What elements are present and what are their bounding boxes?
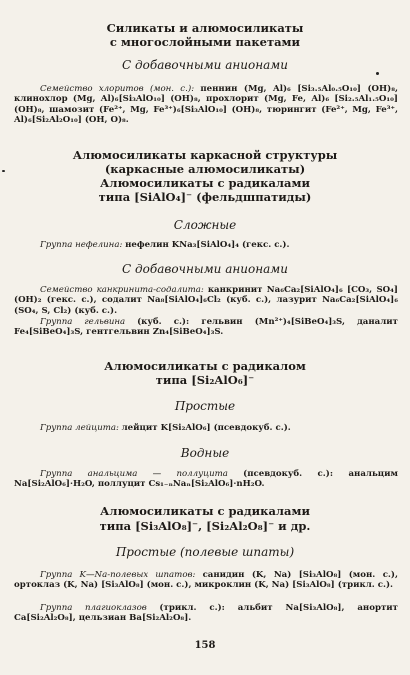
paragraph-cancrinite [14,285,398,316]
mineral-list: лейцит K[Si₂AlO₆] (псевдокуб. с.). [121,423,291,433]
page-speck [376,72,379,75]
section-heading-feldspars: Алюмосиликаты с радикалами [99,504,311,518]
subheading-additional-anions: С добавочными анионами [122,58,288,72]
mineral-list: (трикл. с.): альбит Na[Si₃AlO₈], анортит Ca[Si₂Al₂O₈], цельзиан Ba[Si₂Al₂O₈]. [14,603,398,624]
mineral-list: (куб. с.): гельвин (Mn²⁺)₄[SiBeO₄]₃S, даналит Fe₄[SiBeO₄]₃S, гентгельвин Zn₄[SiBeO₄]₃S. [14,317,398,338]
subheading-additional-anions-2: С добавочными анионами [122,262,288,276]
section-heading-si2alo6-line2: типа [Si₂AlO₆]⁻ [155,373,255,387]
section-heading-si2alo6: Алюмосиликаты с радикалом [104,359,306,373]
mineral-list: канкринит Na₆Ca₂[SiAlO₄]₆ [CO₃, SO₄] (OH)₂ (гекс. с.), содалит Na₈[SiAlO₄]₆Cl₂ (куб. с.), лазурит Na₆Ca₂[SiAlO₄]₆ (SO₄, S, Cl₂) (куб. с.). [14,285,398,316]
subheading-feldspars: Простые (полевые шпаты) [115,545,295,559]
section-heading-layered-line2: с многослойными пакетами [109,35,301,49]
page-number: 158 [194,640,216,651]
paragraph-analcime [14,469,398,490]
group-label: Группа лейцита: [40,423,122,433]
group-label: Группа нефелина: [40,240,126,250]
paragraph-nepheline [14,240,398,250]
mineral-list: нефелин KNa₃[SiAlO₄]₄ (гекс. с.). [125,240,290,250]
group-label: Группа плагиоклазов [40,603,160,613]
section-heading-framework-line4: типа [SiAlO₄]⁻ (фельдшпатиды) [98,190,312,204]
section-heading-layered: Силикаты и алюмосиликаты [106,21,304,35]
mineral-list: (псевдокуб. с.): анальцим Na[Si₂AlO₆]·H₂O, поллуцит Cs₁₋ₙNaₙ[Si₂AlO₆]·nH₂O. [14,469,398,490]
group-label: Группа гельвина [40,317,138,327]
paragraph-plagioclases [14,603,398,624]
group-label: Семейство хлоритов (мон. с.): [40,84,201,94]
group-label: Семейство канкринита-содалита: [40,285,208,295]
paragraph-helvine [14,317,398,338]
section-heading-framework: Алюмосиликаты каркасной структуры [72,148,338,162]
section-heading-framework-line2: (каркасные алюмосиликаты) [104,162,306,176]
subheading-simple: Простые [174,399,236,413]
paragraph-k-na-feldspars [14,570,398,591]
group-label: Группа анальцима — поллуцита [40,469,244,479]
subheading-complex: Сложные [173,218,237,232]
paragraph-chlorites [14,84,398,126]
mineral-list: пеннин (Mg, Al)₆ [Si₃.₅Al₀.₅O₁₀] (OH)₈, клинохлор (Mg, Al)₆[Si₃AlO₁₀] (OH)₈, прохлорит (Mg, Fe, Al)₆ [Si₂.₅Al₁.₅O₁₀] (OH)₈, шамозит (Fe²⁺, Mg, Fe³⁺)₆[Si₃AlO₁₀] (OH)₈, тюрингит (Fe²⁺, Mg, Fe³⁺, Al)₆[Si₂Al₂O₁₀] (OH, O)₈. [14,84,398,126]
group-label: Группа K—Na-полевых шпатов: [40,570,203,580]
section-heading-feldspars-line2: типа [Si₃AlO₈]⁻, [Si₂Al₂O₈]⁻ и др. [99,519,311,533]
section-heading-framework-line3: Алюмосиликаты с радикалами [99,176,311,190]
subheading-hydrous: Водные [180,446,230,460]
paragraph-leucite [14,423,398,433]
mineral-list: санидин (K, Na) [Si₃AlO₈] (мон. с.), ортоклаз (K, Na) [Si₃AlO₈] (мон. с.), микроклин (K, Na) [Si₃AlO₈] (трикл. с.). [14,570,398,591]
